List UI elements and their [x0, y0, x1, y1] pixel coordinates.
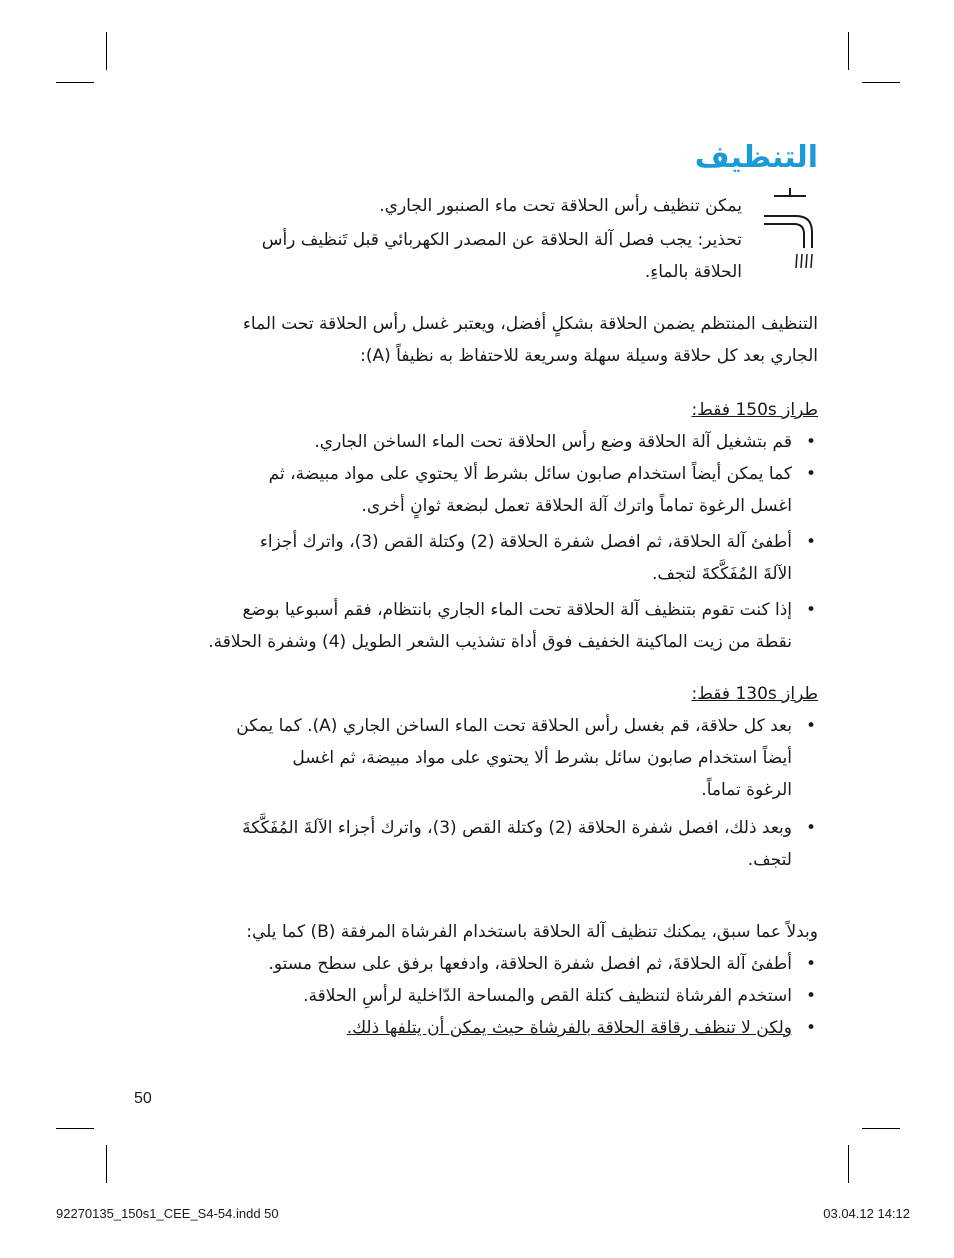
bullet: •: [805, 954, 817, 974]
warning-line: الحلاقة بالماءِ.: [644, 262, 742, 282]
list-item: [347, 1012, 818, 1044]
list-item: [269, 458, 818, 522]
crop-mark: [106, 1145, 107, 1183]
footer-file: 92270135_150s1_CEE_S4-54.indd 50: [56, 1206, 279, 1221]
list-item-text: نقطة من زيت الماكينة الخفيف فوق أداة تشذيب الشعر الطويل (4) وشفرة الحلاقة.: [208, 632, 792, 652]
bullet: •: [805, 818, 817, 838]
bullet: •: [805, 986, 817, 1006]
paragraph-line: التنظيف المنتظم يضمن الحلاقة بشكلٍ أفضل، ويعتبر غسل رأس الحلاقة تحت الماء: [242, 314, 818, 334]
list-item-text: أيضاً استخدام صابون سائل بشرط ألا يحتوي على مواد مبيضة، ثم اغسل: [292, 748, 792, 768]
bullet: •: [805, 1018, 817, 1038]
crop-mark: [848, 32, 849, 70]
list-item-text: قم بتشغيل آلة الحلاقة وضع رأس الحلاقة تحت الماء الساخن الجاري.: [314, 432, 792, 452]
bullet: •: [805, 532, 817, 552]
list-item-text: استخدم الفرشاة لتنظيف كتلة القص والمساحة الدّاخلية لرأسِ الحلاقة.: [303, 986, 792, 1006]
paragraph-line: الجاري بعد كل حلاقة وسيلة سهلة وسريعة للاحتفاظ به نظيفاً (A):: [360, 346, 818, 366]
intro-line: يمكن تنظيف رأس الحلاقة تحت ماء الصنبور الجاري.: [379, 196, 742, 216]
list-item-text: بعد كل حلاقة، قم بغسل رأس الحلاقة تحت الماء الساخن الجاري (A). كما يمكن: [236, 716, 792, 736]
list-item-text: لتجف.: [747, 850, 792, 870]
list-item-text: الرغوة تماماً.: [701, 780, 792, 800]
list-item-text: كما يمكن أيضاً استخدام صابون سائل بشرط ألا يحتوي على مواد مبيضة، ثم: [268, 464, 792, 484]
model-150-title: طراز 150s فقط:: [691, 400, 818, 420]
crop-mark: [106, 32, 107, 70]
crop-mark: [862, 82, 900, 83]
list-item-text: الآلةَ المُفَكَّكةَ لتجف.: [651, 564, 792, 584]
faucet-icon: [760, 186, 820, 276]
list-item: [260, 526, 818, 590]
crop-mark: [848, 1145, 849, 1183]
list-item-text: أطفئ آلة الحلاقةَ، ثم افصل شفرة الحلاقة، وادفعها برفق على سطح مستو.: [268, 954, 792, 974]
bullet: •: [805, 716, 817, 736]
list-item-text: وبعد ذلك، افصل شفرة الحلاقة (2) وكتلة القص (3)، واترك أجزاء الآلةَ المُفَكَّكةَ: [242, 818, 792, 838]
brush-intro: وبدلاً عما سبق، يمكنك تنظيف آلة الحلاقة باستخدام الفرشاة المرفقة (B) كما يلي:: [246, 922, 818, 942]
footer-date: 03.04.12 14:12: [823, 1206, 910, 1221]
list-item: [314, 426, 818, 458]
list-item: [268, 948, 818, 980]
crop-mark: [56, 82, 94, 83]
list-item-text: إذا كنت تقوم بتنظيف آلة الحلاقة تحت الماء الجاري بانتظام، فقم أسبوعيا بوضع: [242, 600, 792, 620]
list-item-text: ولكن لا تنظف رقاقة الحلاقة بالفرشاة حيث يمكن أن يتلفها ذلك.: [346, 1018, 792, 1038]
list-item-text: أطفئ آلة الحلاقة، ثم افصل شفرة الحلاقة (2) وكتلة القص (3)، واترك أجزاء: [259, 532, 792, 552]
crop-mark: [56, 1128, 94, 1129]
list-item: [242, 812, 818, 876]
list-item: [236, 710, 818, 806]
list-item: [303, 980, 818, 1012]
list-item-text: اغسل الرغوة تماماً واترك آلة الحلاقة تعمل لبضعة ثوانٍ أخرى.: [361, 496, 792, 516]
bullet: •: [805, 432, 817, 452]
bullet: •: [805, 464, 817, 484]
crop-mark: [862, 1128, 900, 1129]
list-item: [208, 594, 818, 658]
warning-line: تحذير: يجب فصل آلة الحلاقة عن المصدر الكهربائي قبل تَنظيف رأس: [261, 230, 742, 250]
page-number: 50: [134, 1090, 152, 1107]
section-heading: التنظيف: [694, 140, 818, 175]
model-130-title: طراز 130s فقط:: [691, 684, 818, 704]
bullet: •: [805, 600, 817, 620]
